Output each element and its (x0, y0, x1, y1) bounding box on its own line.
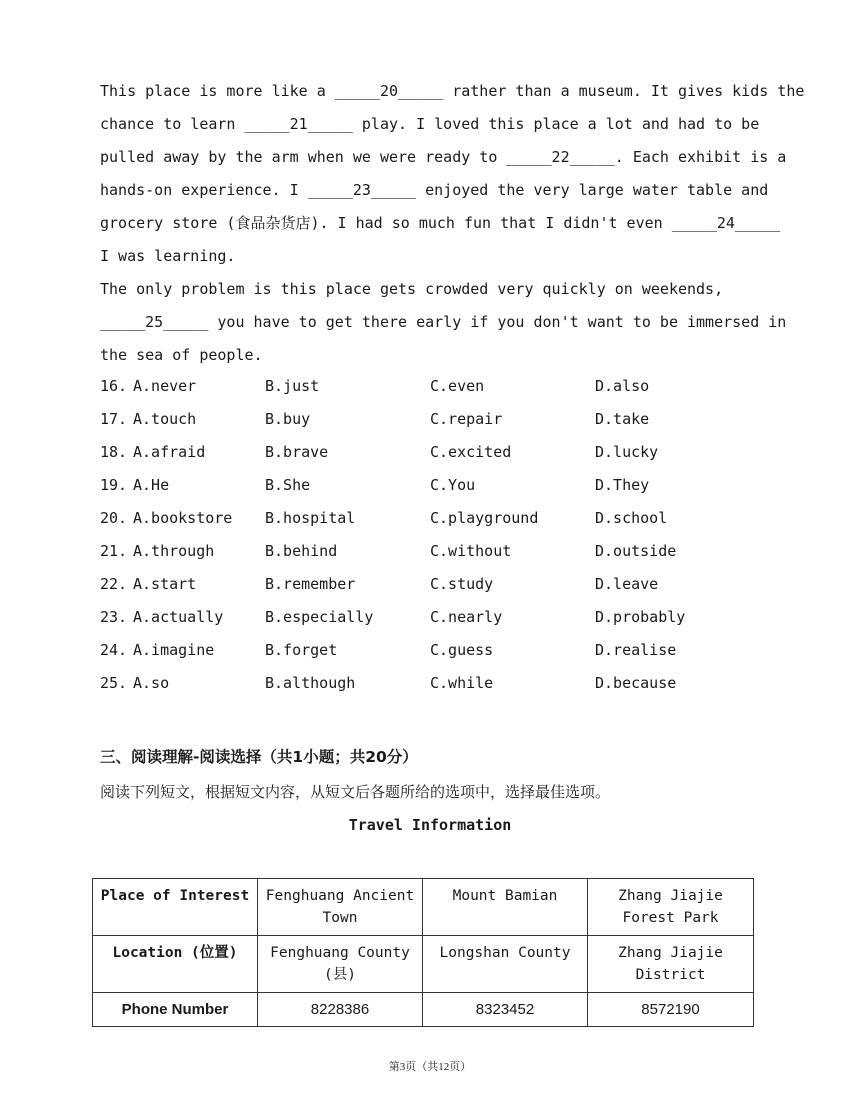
option-d: D.leave (595, 575, 659, 593)
passage-line: I was learning. (100, 247, 236, 265)
cloze-passage (100, 76, 805, 373)
page-footer: 第3页（共12页） (388, 1061, 472, 1073)
option-b: B.She (265, 476, 311, 494)
row-label: Place of Interest (93, 879, 258, 936)
option-d: D.probably (595, 608, 686, 626)
option-c: C.excited (430, 443, 512, 461)
section-instruction: 阅读下列短文，根据短文内容，从短文后各题所给的选项中，选择最佳选项。 (100, 783, 611, 801)
option-b: B.especially (265, 608, 374, 626)
table-row (93, 993, 754, 1027)
question-number: 18. (100, 443, 128, 461)
question-row (100, 668, 760, 701)
question-number: 17. (100, 410, 128, 428)
table-cell: Fenghuang County (县) (258, 936, 423, 993)
table-cell: Longshan County (423, 936, 588, 993)
option-a: A.bookstore (133, 509, 233, 527)
question-row (100, 470, 760, 503)
option-d: D.realise (595, 641, 677, 659)
option-b: B.brave (265, 443, 329, 461)
table-cell: Mount Bamian (423, 879, 588, 936)
table-cell: 8572190 (588, 993, 754, 1027)
option-c: C.study (430, 575, 494, 593)
option-b: B.forget (265, 641, 338, 659)
question-number: 20. (100, 509, 128, 527)
option-a: A.actually (133, 608, 224, 626)
option-c: C.while (430, 674, 494, 692)
question-number: 23. (100, 608, 128, 626)
passage-line: _____25_____ you have to get there early if you don't want to be immersed in (100, 313, 787, 331)
option-a: A.afraid (133, 443, 206, 461)
option-d: D.because (595, 674, 677, 692)
option-c: C.You (430, 476, 476, 494)
passage-line: grocery store (食品杂货店). I had so much fun that I didn't even _____24_____ (100, 214, 781, 232)
question-row (100, 602, 760, 635)
option-b: B.buy (265, 410, 311, 428)
option-a: A.He (133, 476, 170, 494)
option-b: B.just (265, 377, 320, 395)
question-number: 19. (100, 476, 128, 494)
table-cell: Zhang Jiajie Forest Park (588, 879, 754, 936)
option-d: D.They (595, 476, 650, 494)
question-number: 25. (100, 674, 128, 692)
travel-info-table (92, 878, 754, 1027)
section-heading: 三、阅读理解-阅读选择（共1小题；共20分） (100, 748, 418, 766)
table-cell: Zhang Jiajie District (588, 936, 754, 993)
question-number: 24. (100, 641, 128, 659)
option-a: A.so (133, 674, 170, 692)
option-a: A.through (133, 542, 215, 560)
question-options-list (100, 371, 760, 701)
passage-line: This place is more like a _____20_____ rather than a museum. It gives kids the (100, 82, 805, 100)
table-cell: 8323452 (423, 993, 588, 1027)
option-c: C.repair (430, 410, 503, 428)
table-cell: 8228386 (258, 993, 423, 1027)
option-b: B.hospital (265, 509, 356, 527)
passage-line: The only problem is this place gets crowded very quickly on weekends, (100, 280, 724, 298)
option-a: A.start (133, 575, 197, 593)
question-row (100, 437, 760, 470)
option-b: B.remember (265, 575, 356, 593)
passage-line: pulled away by the arm when we were ready to _____22_____. Each exhibit is a (100, 148, 787, 166)
question-number: 21. (100, 542, 128, 560)
option-a: A.imagine (133, 641, 215, 659)
table-cell: Fenghuang Ancient Town (258, 879, 423, 936)
row-label: Location (位置) (93, 936, 258, 993)
question-row (100, 635, 760, 668)
question-number: 16. (100, 377, 128, 395)
question-row (100, 371, 760, 404)
question-row (100, 569, 760, 602)
option-a: A.touch (133, 410, 197, 428)
option-b: B.behind (265, 542, 338, 560)
option-c: C.guess (430, 641, 494, 659)
row-label: Phone Number (93, 993, 258, 1027)
option-b: B.although (265, 674, 356, 692)
option-d: D.also (595, 377, 650, 395)
table-row (93, 936, 754, 993)
option-c: C.even (430, 377, 485, 395)
table-title: Travel Information (348, 816, 512, 834)
passage-line: chance to learn _____21_____ play. I loved this place a lot and had to be (100, 115, 760, 133)
option-c: C.playground (430, 509, 539, 527)
option-c: C.without (430, 542, 512, 560)
passage-line: hands-on experience. I _____23_____ enjoyed the very large water table and (100, 181, 769, 199)
passage-line: the sea of people. (100, 346, 263, 364)
option-a: A.never (133, 377, 197, 395)
question-number: 22. (100, 575, 128, 593)
option-c: C.nearly (430, 608, 503, 626)
question-row (100, 404, 760, 437)
option-d: D.lucky (595, 443, 659, 461)
option-d: D.take (595, 410, 650, 428)
option-d: D.outside (595, 542, 677, 560)
option-d: D.school (595, 509, 668, 527)
question-row (100, 536, 760, 569)
question-row (100, 503, 760, 536)
table-row (93, 879, 754, 936)
